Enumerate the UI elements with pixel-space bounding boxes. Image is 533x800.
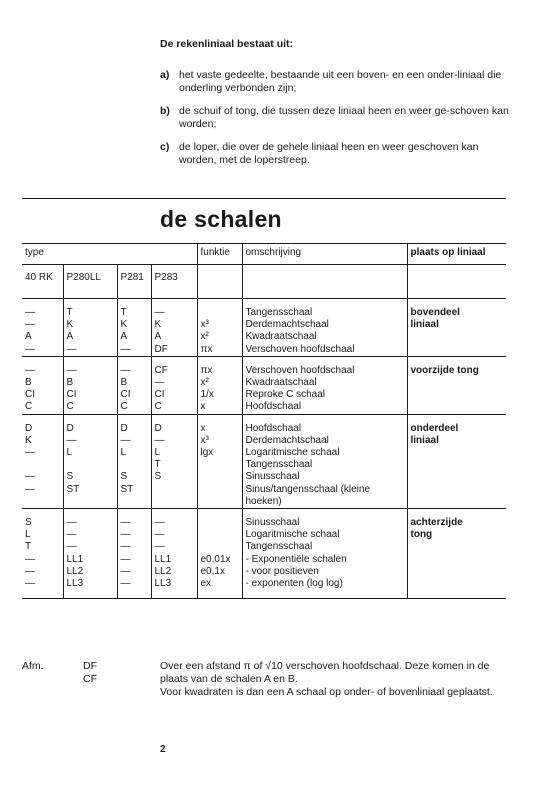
intro-item-label: b)	[160, 105, 170, 117]
table-row	[22, 529, 506, 541]
plaats-cell: onderdeel	[410, 422, 459, 434]
scale-code-cell: —	[117, 365, 151, 377]
scale-code-cell	[151, 484, 197, 496]
intro-item-b	[160, 105, 510, 133]
scale-code-cell: D	[151, 423, 197, 435]
funktie-cell	[197, 471, 242, 483]
intro-item-a	[160, 69, 510, 97]
scale-code-cell: LL3	[63, 578, 117, 590]
funktie-cell: e0,01x	[197, 554, 242, 566]
plaats-cell: achterzijde	[410, 517, 463, 529]
scale-code-cell: B	[63, 377, 117, 389]
scale-code-cell: —	[63, 435, 117, 447]
scale-code-cell: —	[22, 307, 63, 319]
funktie-cell: 1/x	[197, 389, 242, 401]
plaats-cell	[407, 389, 506, 401]
scale-code-cell: B	[22, 377, 63, 389]
plaats-cell	[407, 344, 506, 357]
omschrijving-cell: Tangensschaal	[242, 459, 407, 471]
omschrijving-cell: Sinus/tangensschaal (kleine	[242, 484, 407, 496]
funktie-cell: x	[197, 423, 242, 435]
omschrijving-cell: - voor positieven	[242, 566, 407, 578]
scale-code-cell	[22, 496, 63, 509]
omschrijving-cell: Logaritmische schaal	[242, 529, 407, 541]
scale-code-cell: —	[117, 578, 151, 590]
section-heading: de schalen	[160, 206, 282, 232]
header-type: type	[22, 244, 197, 265]
scale-code-cell: S	[22, 517, 63, 529]
scale-code-cell: LL3	[151, 578, 197, 590]
scale-code-cell: —	[63, 541, 117, 553]
subheader-40rk: 40 RK	[22, 265, 63, 299]
intro-item-c	[160, 141, 510, 169]
section-gap	[22, 414, 506, 423]
scales-table	[22, 243, 506, 599]
scale-code-cell: S	[117, 471, 151, 483]
scale-code-cell: K	[22, 435, 63, 447]
scale-code-cell: —	[151, 529, 197, 541]
table-row	[22, 484, 506, 496]
scale-code-cell: —	[117, 517, 151, 529]
funktie-cell	[197, 307, 242, 319]
table-row	[22, 389, 506, 401]
scale-code-cell: —	[22, 578, 63, 590]
scale-code-cell: C	[117, 401, 151, 414]
scale-code-cell: LL1	[63, 554, 117, 566]
funktie-cell: x³	[197, 435, 242, 447]
scale-code-cell: CI	[117, 389, 151, 401]
intro-title: De rekenliniaal bestaat uit:	[160, 38, 294, 50]
funktie-cell	[197, 484, 242, 496]
funktie-cell	[197, 496, 242, 509]
scale-code-cell: T	[22, 541, 63, 553]
scale-code-cell: ST	[63, 484, 117, 496]
funktie-cell: lgx	[197, 447, 242, 459]
table-row	[22, 471, 506, 483]
funktie-cell	[197, 529, 242, 541]
omschrijving-cell: hoeken)	[242, 496, 407, 509]
scale-code-cell: D	[22, 423, 63, 435]
omschrijving-cell: Verschoven hoofdschaal	[242, 365, 407, 377]
scale-code-cell: —	[22, 566, 63, 578]
scale-code-cell: K	[117, 319, 151, 331]
omschrijving-cell: Reproke C schaal	[242, 389, 407, 401]
funktie-cell	[197, 459, 242, 471]
plaats-cell	[407, 471, 506, 483]
plaats-cell	[407, 554, 506, 566]
scale-code-cell: K	[63, 319, 117, 331]
scale-code-cell: —	[151, 435, 197, 447]
scale-code-cell: —	[117, 566, 151, 578]
scale-code-cell: —	[117, 541, 151, 553]
scale-code-cell: —	[22, 365, 63, 377]
scale-code-cell: —	[151, 377, 197, 389]
scale-code-cell: D	[63, 423, 117, 435]
omschrijving-cell: Tangensschaal	[242, 541, 407, 553]
scale-code-cell: S	[63, 471, 117, 483]
table-subheader-row	[22, 265, 506, 299]
intro-item-label: a)	[160, 69, 170, 81]
table-row	[22, 401, 506, 414]
scale-code-cell: L	[22, 529, 63, 541]
afm-text-2: Voor kwadraten is dan een A schaal op onder- of bovenliniaal geplaatst.	[160, 686, 493, 698]
scale-code-cell: —	[22, 554, 63, 566]
omschrijving-cell: Kwadraatschaal	[242, 377, 407, 389]
omschrijving-cell: Sinusschaal	[242, 517, 407, 529]
plaats-cell: liniaal	[410, 434, 439, 446]
funktie-cell	[197, 517, 242, 529]
afm-label: Afm.	[22, 660, 44, 672]
scale-code-cell	[22, 459, 63, 471]
scale-code-cell: T	[63, 307, 117, 319]
plaats-cell	[407, 578, 506, 590]
omschrijving-cell: Verschoven hoofdschaal	[242, 344, 407, 357]
scale-code-cell: T	[151, 459, 197, 471]
afm-text-1: Over een afstand π of √10 verschoven hoofdschaal. Deze komen in de plaats van de schalen A en B.	[160, 660, 490, 685]
omschrijving-cell: Sinusschaal	[242, 471, 407, 483]
scale-code-cell: A	[22, 331, 63, 343]
omschrijving-cell: Derdemachtschaal	[242, 319, 407, 331]
scale-code-cell: —	[151, 307, 197, 319]
funktie-cell: x	[197, 401, 242, 414]
scale-code-cell: A	[151, 331, 197, 343]
scale-code-cell: T	[117, 307, 151, 319]
funktie-cell: x²	[197, 331, 242, 343]
plaats-cell	[407, 541, 506, 553]
scale-code-cell: —	[63, 517, 117, 529]
scale-code-cell: B	[117, 377, 151, 389]
plaats-cell	[407, 447, 506, 459]
omschrijving-cell: Tangensschaal	[242, 307, 407, 319]
subheader-p281: P281	[117, 265, 151, 299]
plaats-cell	[407, 401, 506, 414]
plaats-cell: bovendeel	[410, 307, 460, 318]
omschrijving-cell: Derdemachtschaal	[242, 435, 407, 447]
scale-code-cell: A	[117, 331, 151, 343]
table-row	[22, 578, 506, 590]
plaats-cell	[407, 459, 506, 471]
scale-code-cell: —	[151, 541, 197, 553]
scale-code-cell	[117, 459, 151, 471]
scale-code-cell: CI	[63, 389, 117, 401]
table-row	[22, 496, 506, 509]
omschrijving-cell: Logaritmische schaal	[242, 447, 407, 459]
table-row	[22, 423, 506, 435]
funktie-cell: x²	[197, 377, 242, 389]
table-row	[22, 541, 506, 553]
plaats-cell	[407, 484, 506, 496]
funktie-cell: x³	[197, 319, 242, 331]
scale-code-cell: L	[151, 447, 197, 459]
subheader-p280ll: P280LL	[63, 265, 117, 299]
section-divider	[22, 198, 506, 199]
scale-code-cell: —	[22, 447, 63, 459]
table-row	[22, 566, 506, 578]
plaats-cell: liniaal	[410, 319, 439, 331]
intro-item-text: het vaste gedeelte, bestaande uit een boven- en een onder-liniaal die onderling verbonden zijn;	[179, 69, 502, 94]
table-row	[22, 319, 506, 331]
section-gap	[22, 299, 506, 308]
scale-code-cell: D	[117, 423, 151, 435]
scale-code-cell: LL2	[151, 566, 197, 578]
scale-code-cell: —	[22, 344, 63, 357]
scale-code-cell: —	[63, 365, 117, 377]
scale-code-cell: C	[22, 401, 63, 414]
scale-code-cell: S	[151, 471, 197, 483]
funktie-cell: ex	[197, 578, 242, 590]
scale-code-cell: —	[151, 517, 197, 529]
scale-code-cell: —	[117, 344, 151, 357]
omschrijving-cell: - exponenten (log log)	[242, 578, 407, 590]
table-row	[22, 331, 506, 343]
scale-code-cell: ST	[117, 484, 151, 496]
scale-code-cell: C	[63, 401, 117, 414]
section-gap	[22, 509, 506, 518]
scale-code-cell: K	[151, 319, 197, 331]
scale-code-cell: LL1	[151, 554, 197, 566]
afm-codes	[83, 660, 97, 686]
funktie-cell: e0,1x	[197, 566, 242, 578]
scale-code-cell: L	[117, 447, 151, 459]
plaats-cell: tong	[410, 529, 433, 541]
omschrijving-cell: Hoofdschaal	[242, 423, 407, 435]
plaats-cell	[407, 566, 506, 578]
intro-item-label: c)	[160, 141, 170, 153]
scale-code-cell	[63, 496, 117, 509]
header-plaats: plaats op liniaal	[407, 244, 506, 265]
scale-code-cell: —	[117, 554, 151, 566]
plaats-cell: voorzijde tong	[410, 364, 479, 376]
scale-code-cell: CF	[151, 365, 197, 377]
table-header-row	[22, 244, 506, 265]
section-gap	[22, 590, 506, 599]
funktie-cell: πx	[197, 344, 242, 357]
scale-code-cell: CI	[22, 389, 63, 401]
table-row	[22, 447, 506, 459]
scale-code-cell: A	[63, 331, 117, 343]
table-row	[22, 435, 506, 447]
table-row	[22, 365, 506, 377]
table-row	[22, 459, 506, 471]
afm-text	[160, 660, 510, 699]
scale-code-cell: —	[22, 319, 63, 331]
scale-code-cell: CI	[151, 389, 197, 401]
table-row	[22, 554, 506, 566]
section-gap	[22, 356, 506, 365]
scale-code-cell: —	[117, 529, 151, 541]
scale-code-cell	[151, 496, 197, 509]
omschrijving-cell: Hoofdschaal	[242, 401, 407, 414]
plaats-cell	[407, 331, 506, 343]
scale-code-cell: C	[151, 401, 197, 414]
scale-code-cell: DF	[151, 344, 197, 357]
intro-item-text: de schuif of tong, die tussen deze liniaal heen en weer ge-schoven kan worden;	[179, 105, 509, 130]
afm-code-cf: CF	[83, 673, 97, 685]
header-omschrijving: omschrijving	[242, 244, 407, 265]
page-number: 2	[160, 744, 166, 755]
intro-item-text: de loper, die over de gehele liniaal heen en weer geschoven kan worden, met de loperstreep.	[179, 141, 479, 166]
scale-code-cell	[117, 496, 151, 509]
omschrijving-cell: Kwadraatschaal	[242, 331, 407, 343]
scale-code-cell: —	[63, 529, 117, 541]
plaats-cell	[407, 496, 506, 509]
subheader-p283: P283	[151, 265, 197, 299]
table-row	[22, 344, 506, 357]
header-funktie: funktie	[197, 244, 242, 265]
scale-code-cell	[63, 459, 117, 471]
funktie-cell	[197, 541, 242, 553]
scale-code-cell: L	[63, 447, 117, 459]
scale-code-cell: LL2	[63, 566, 117, 578]
omschrijving-cell: - Exponentiële schalen	[242, 554, 407, 566]
plaats-cell	[407, 377, 506, 389]
scale-code-cell: —	[22, 471, 63, 483]
table-row	[22, 517, 506, 529]
afm-code-df: DF	[83, 660, 97, 672]
funktie-cell: πx	[197, 365, 242, 377]
scale-code-cell: —	[117, 435, 151, 447]
table-row	[22, 307, 506, 319]
table-row	[22, 377, 506, 389]
scale-code-cell: —	[22, 484, 63, 496]
scale-code-cell: —	[63, 344, 117, 357]
